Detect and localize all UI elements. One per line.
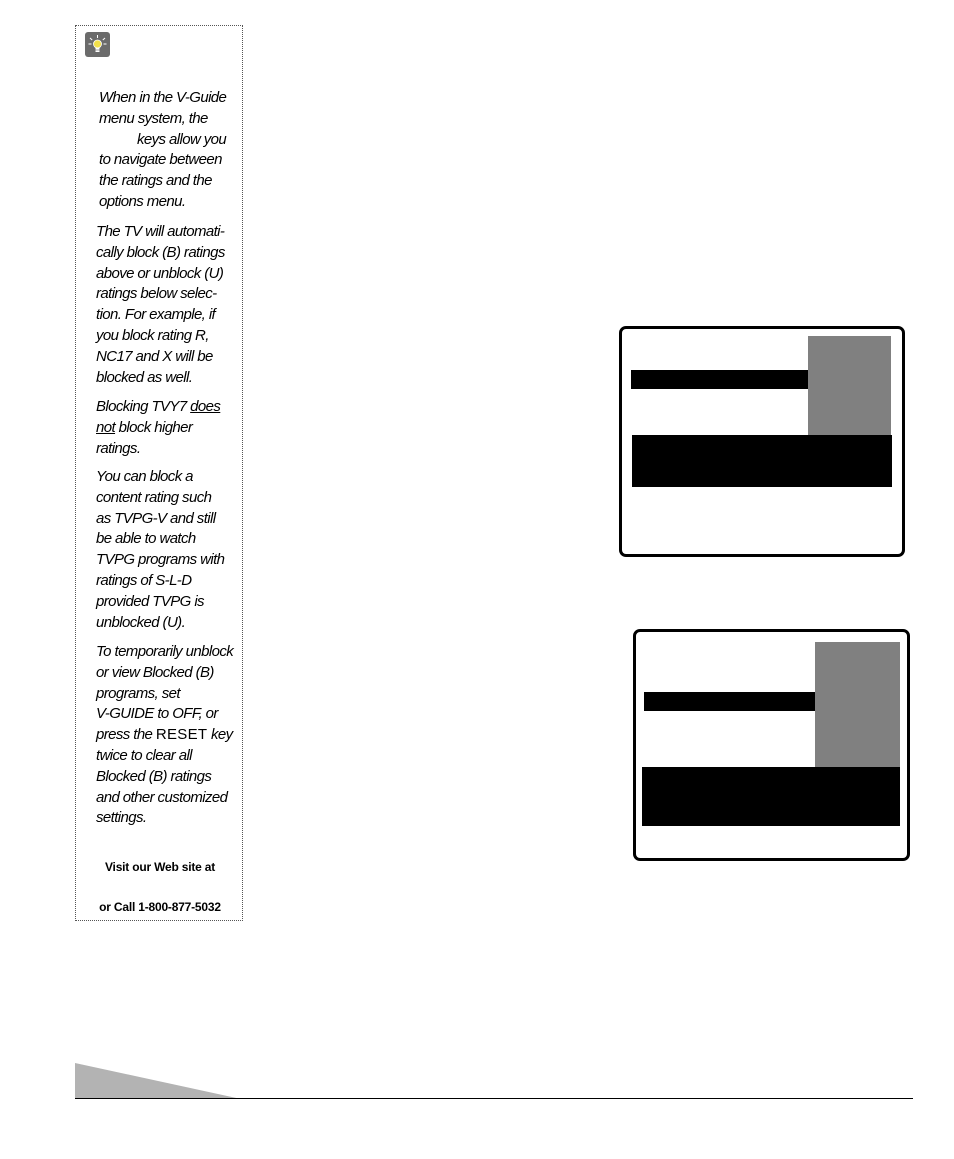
- tip-line: To temporarily unblock: [96, 643, 234, 660]
- tip-line: ratings of S-L-D: [96, 571, 192, 589]
- footer-rule: [75, 1098, 913, 1099]
- screen-highlight-bar: [644, 692, 815, 711]
- tip-line: or view Blocked (B): [96, 663, 214, 681]
- tip-line: tion. For example, if: [96, 306, 216, 324]
- tip-line: be able to watch: [96, 530, 196, 548]
- tip-line: the ratings and the: [99, 172, 212, 190]
- tip-line: blocked as well.: [96, 368, 193, 386]
- tip-line: TVPG programs with: [96, 551, 225, 569]
- footer-page-tab: [75, 1063, 245, 1099]
- tip-line: You can block a: [96, 468, 193, 485]
- tip-line: and other customized: [96, 788, 228, 806]
- tip-line: ratings below selec-: [96, 285, 217, 303]
- tip-line: to navigate between: [99, 151, 222, 169]
- tip-line: cally block (B) ratings: [96, 243, 225, 261]
- tip-line: options menu.: [99, 192, 186, 210]
- tip-line: unblocked (U).: [96, 613, 186, 631]
- screen-gray-panel: [815, 642, 900, 769]
- tip-content-rating: [96, 467, 238, 633]
- phone-number: or Call 1-800-877-5032: [99, 900, 221, 914]
- tip-line: keys allow you: [137, 130, 227, 148]
- tip-line: Blocking TVY7: [96, 398, 191, 415]
- tip-emphasis: not: [96, 418, 116, 436]
- tip-line: When in the V-Guide: [99, 89, 227, 106]
- tip-line: Blocked (B) ratings: [96, 767, 212, 785]
- tip-temporary-unblock: [96, 642, 241, 829]
- tip-tvy7: [96, 397, 238, 459]
- website-label: Visit our Web site at: [104, 860, 216, 874]
- tip-line: The TV will automati-: [96, 223, 225, 240]
- tips-sidebar: [75, 25, 243, 921]
- tip-line: you block rating R,: [96, 326, 209, 344]
- tip-line: key: [207, 726, 233, 744]
- tip-line: programs, set: [96, 684, 180, 702]
- screen-highlight-bar: [631, 370, 808, 389]
- screen-help-panel: [642, 767, 900, 826]
- tv-screen-options-menu: [633, 629, 910, 861]
- tip-line: settings.: [96, 809, 147, 827]
- screen-gray-panel: [808, 336, 891, 437]
- tip-line: above or unblock (U): [96, 264, 224, 282]
- tip-line: press the: [96, 726, 156, 744]
- tip-line: as TVPG-V and still: [96, 509, 216, 527]
- tip-line: provided TVPG is: [96, 592, 204, 610]
- tip-line: menu system, the: [99, 109, 208, 127]
- tip-line: V-GUIDE to OFF, or: [96, 705, 218, 723]
- tip-auto-block: [96, 222, 238, 388]
- tip-line: content rating such: [96, 488, 212, 506]
- tip-line: ratings.: [96, 439, 141, 457]
- tip-line: NC17 and X will be: [96, 347, 213, 365]
- tip-line: twice to clear all: [96, 746, 192, 764]
- lightbulb-icon: [85, 32, 110, 57]
- tv-screen-ratings-menu: [619, 326, 905, 557]
- screen-help-panel: [632, 435, 892, 487]
- tip-navigation: [99, 88, 235, 213]
- tip-line: block higher: [115, 418, 193, 436]
- reset-key-label: RESET: [155, 726, 208, 744]
- tip-emphasis: does: [190, 398, 221, 415]
